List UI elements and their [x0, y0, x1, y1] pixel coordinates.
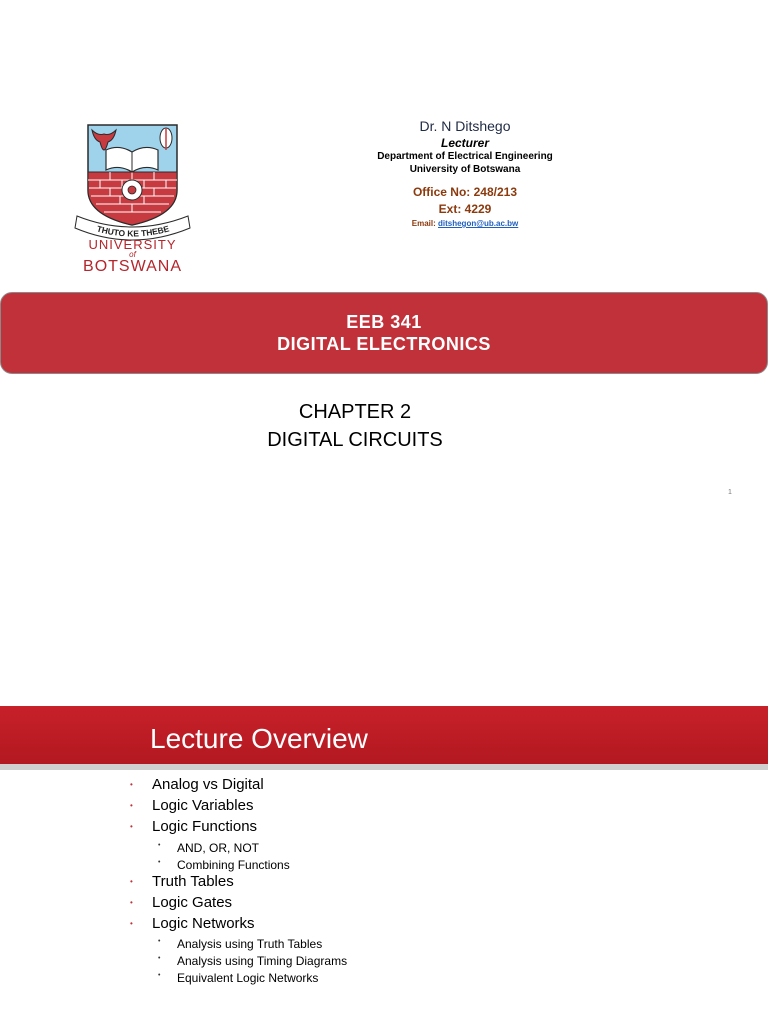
list-subitem: [158, 969, 319, 987]
phone-extension: Ext: 4229: [438, 202, 492, 216]
bullet-icon: •: [130, 877, 133, 886]
university-name: University of Botswana: [409, 164, 521, 175]
list-subitem: [158, 839, 260, 857]
list-item-text: Logic Networks: [152, 915, 255, 932]
list-item-text: Analysis using Truth Tables: [177, 937, 323, 951]
lecturer-role: Lecturer: [440, 136, 490, 150]
list-item: [130, 873, 234, 891]
department-name: Department of Electrical Engineering: [377, 151, 553, 162]
slide-header: [0, 706, 768, 764]
logo-motto: THUTO KE THEBE: [95, 223, 171, 239]
list-item-text: Equivalent Logic Networks: [177, 971, 319, 985]
list-item-text: Logic Functions: [152, 818, 258, 835]
list-item-text: Logic Gates: [152, 894, 233, 911]
list-item: [130, 915, 255, 933]
logo-univ-of: of: [129, 250, 136, 259]
list-item-text: Logic Variables: [152, 797, 254, 814]
email-link[interactable]: ditshegon@ub.ac.bw: [438, 219, 519, 228]
list-item-text: Truth Tables: [152, 873, 234, 890]
overview-slide: [0, 706, 768, 1024]
chapter-number: CHAPTER 2: [298, 401, 412, 423]
list-subitem: [158, 856, 290, 874]
logo-univ-line1: UNIVERSITY: [88, 237, 177, 252]
email-line: [330, 217, 600, 231]
list-item: [130, 894, 233, 912]
bullet-icon: •: [130, 801, 133, 810]
list-item: [130, 776, 264, 794]
course-code: EEB 341: [346, 312, 422, 332]
bullet-icon: •: [158, 938, 161, 945]
list-subitem: [158, 935, 323, 953]
chapter-heading: [230, 398, 480, 454]
lecturer-name: Dr. N Ditshego: [419, 118, 511, 134]
bullet-icon: •: [130, 822, 133, 831]
bullet-icon: •: [158, 955, 161, 962]
list-item: [130, 818, 258, 836]
course-banner: [0, 292, 768, 374]
list-item-text: Combining Functions: [177, 858, 290, 872]
course-title: DIGITAL ELECTRONICS: [277, 334, 491, 354]
list-subitem: [158, 952, 348, 970]
slide-title: Lecture Overview: [150, 723, 368, 754]
office-number: Office No: 248/213: [412, 185, 518, 199]
list-item-text: AND, OR, NOT: [177, 841, 260, 855]
header-divider: [0, 764, 768, 770]
bullet-icon: •: [158, 842, 161, 849]
bullet-icon: •: [130, 780, 133, 789]
logo-university-name: [70, 238, 195, 275]
chapter-title: DIGITAL CIRCUITS: [267, 429, 443, 451]
lecturer-contact-block: [330, 116, 600, 231]
list-item-text: Analysis using Timing Diagrams: [177, 954, 348, 968]
email-label: Email:: [411, 219, 436, 228]
bullet-icon: •: [158, 859, 161, 866]
page-number: 1: [728, 489, 732, 496]
bullet-icon: •: [130, 919, 133, 928]
list-item-text: Analog vs Digital: [152, 776, 264, 793]
list-item: [130, 797, 254, 815]
bullet-icon: •: [158, 972, 161, 979]
logo-univ-line2: BOTSWANA: [83, 258, 182, 275]
bullet-icon: •: [130, 898, 133, 907]
